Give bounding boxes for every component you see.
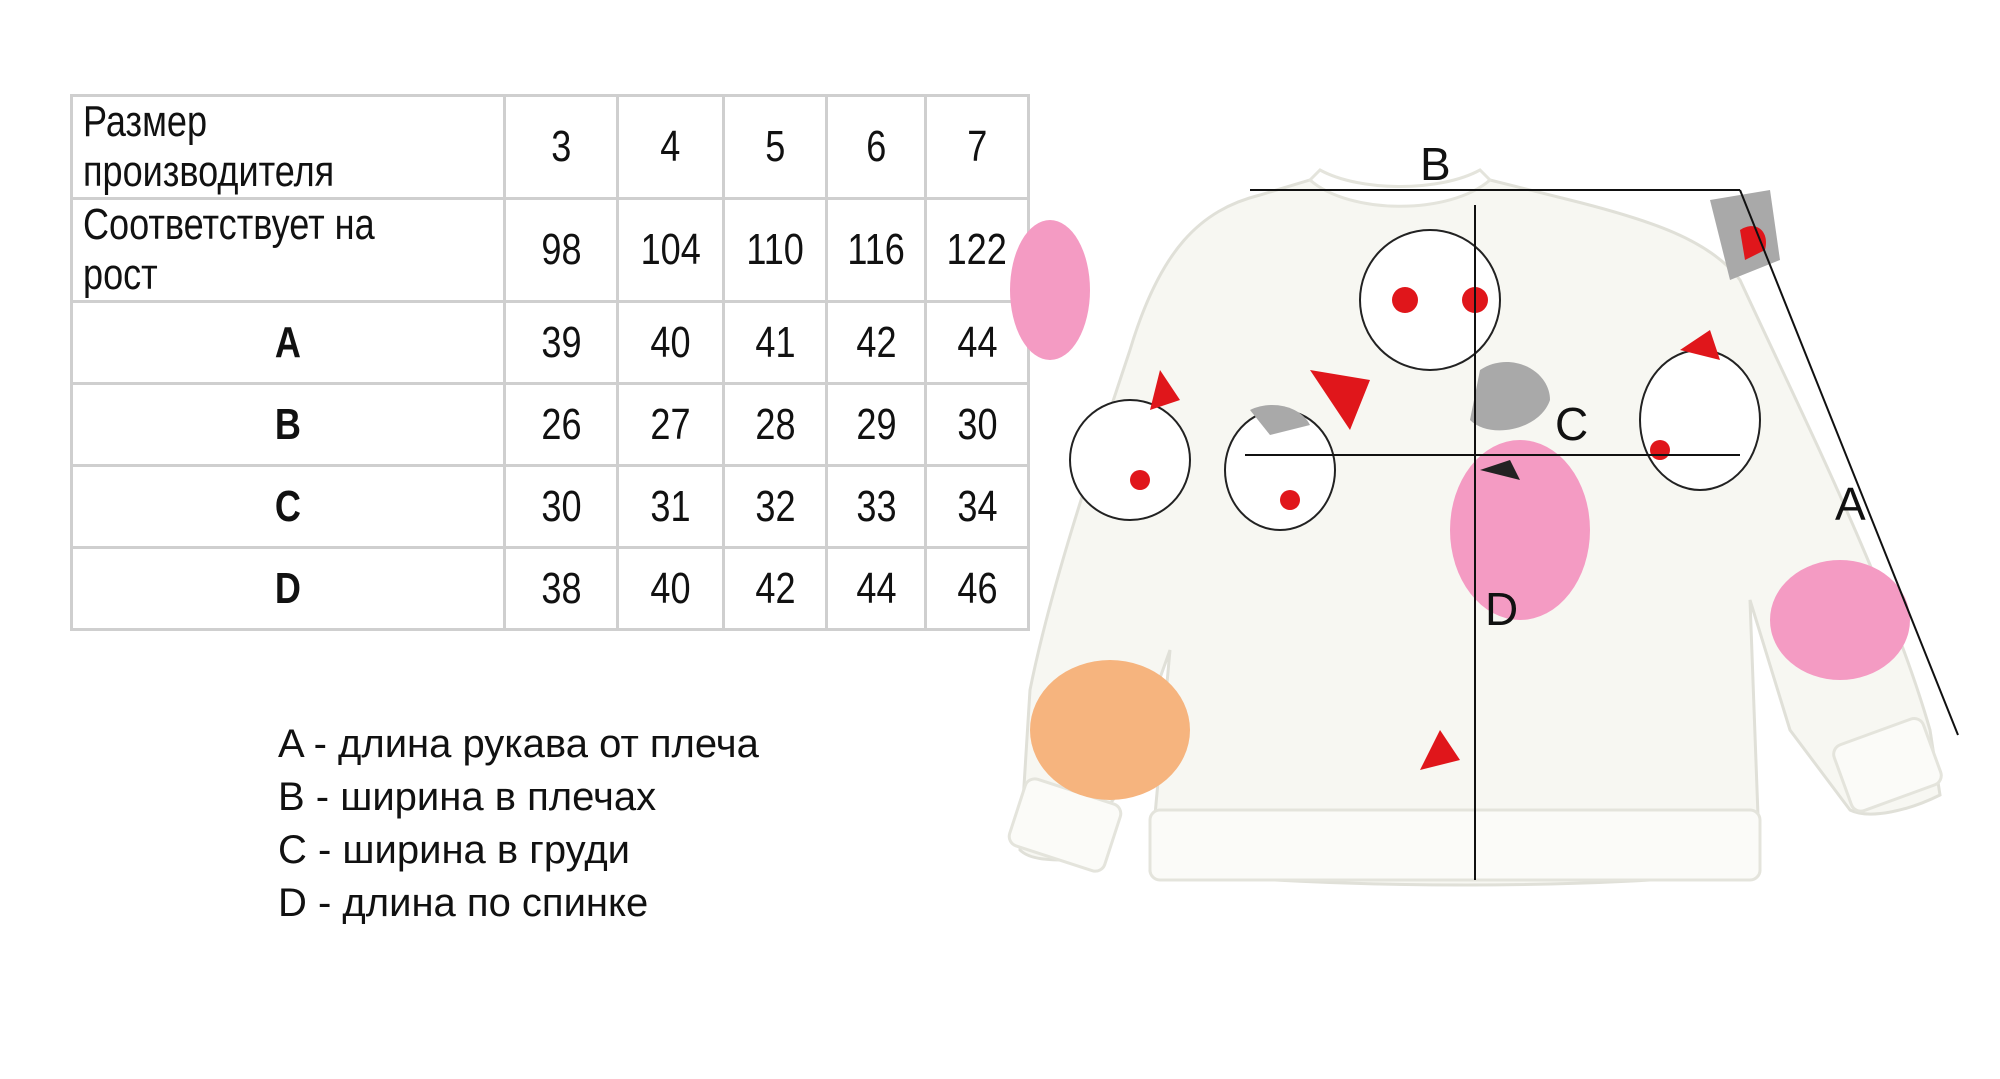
table-cell: 38 [505, 548, 618, 630]
table-cell: 98 [505, 199, 618, 302]
table-header-cell: 7 [926, 96, 1029, 199]
table-cell: 39 [505, 302, 618, 384]
table-cell: 110 [724, 199, 827, 302]
measure-a-label: A [1835, 478, 1866, 530]
table-cell: 30 [926, 384, 1029, 466]
table-cell: 32 [724, 466, 827, 548]
table-header-label: Размер производителя [72, 96, 505, 199]
table-header-row [72, 96, 1029, 199]
table-cell: 116 [827, 199, 926, 302]
sweatshirt-diagram [1010, 138, 1970, 940]
table-row [72, 466, 1029, 548]
table-cell: 40 [618, 548, 724, 630]
table-cell: 40 [618, 302, 724, 384]
table-cell: 28 [724, 384, 827, 466]
measure-c-label: C [1555, 398, 1589, 450]
table-cell: 33 [827, 466, 926, 548]
table-cell: 104 [618, 199, 724, 302]
table-header-cell: 5 [724, 96, 827, 199]
table-cell: 42 [724, 548, 827, 630]
row-label: C [72, 466, 505, 548]
legend-item-a: A - длина рукава от плеча [278, 722, 759, 766]
table-cell: 34 [926, 466, 1029, 548]
table-cell: 44 [827, 548, 926, 630]
table-cell: 42 [827, 302, 926, 384]
legend-item-b: B - ширина в плечах [278, 775, 657, 819]
row-label: A [72, 302, 505, 384]
table-cell: 30 [505, 466, 618, 548]
table-header-cell: 3 [505, 96, 618, 199]
table-cell: 27 [618, 384, 724, 466]
table-cell: 122 [926, 199, 1029, 302]
size-table [70, 94, 1030, 631]
table-row [72, 302, 1029, 384]
table-row [72, 548, 1029, 630]
measure-d-label: D [1485, 583, 1519, 635]
measure-b-label: B [1420, 138, 1451, 190]
row-label: Соответствует на рост [72, 199, 505, 302]
waistband [1150, 810, 1760, 880]
table-cell: 29 [827, 384, 926, 466]
table-cell: 44 [926, 302, 1029, 384]
legend-item-d: D - длина по спинке [278, 881, 649, 925]
measurement-legend [278, 718, 759, 930]
table-row [72, 384, 1029, 466]
table-header-cell: 6 [827, 96, 926, 199]
row-label: D [72, 548, 505, 630]
legend-item-c: C - ширина в груди [278, 828, 631, 872]
table-cell: 46 [926, 548, 1029, 630]
table-cell: 31 [618, 466, 724, 548]
row-label: B [72, 384, 505, 466]
table-header-cell: 4 [618, 96, 724, 199]
table-row [72, 199, 1029, 302]
table-cell: 26 [505, 384, 618, 466]
table-cell: 41 [724, 302, 827, 384]
